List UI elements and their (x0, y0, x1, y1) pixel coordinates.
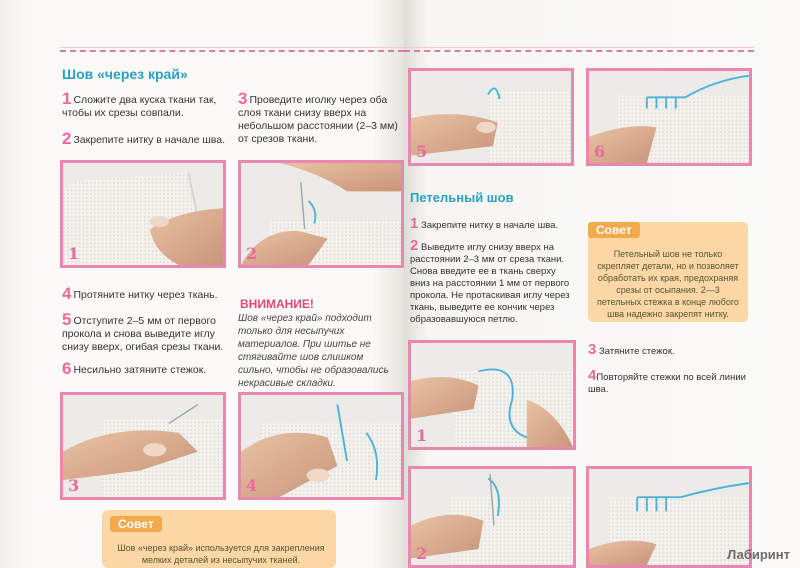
tip-label: Совет (110, 516, 162, 532)
photo-step-6 (586, 68, 752, 166)
step-text: Повторяйте стежки по всей линии шва. (588, 372, 746, 395)
step-text: Затяните стежок. (598, 346, 675, 357)
right-page (404, 0, 800, 568)
step-1 (62, 89, 230, 120)
pink-dashed-rule (60, 50, 404, 52)
photo-step-3 (60, 392, 226, 500)
step-number: 4 (588, 367, 597, 384)
step-4 (62, 284, 232, 303)
step-3 (238, 89, 400, 146)
step-5 (62, 310, 232, 354)
step-6 (62, 359, 232, 378)
photo-number: 2 (416, 544, 428, 563)
step-number: 4 (62, 284, 72, 303)
photo-number: 1 (68, 244, 80, 263)
photo-number: 4 (246, 476, 258, 495)
step-text: Несильно затяните стежок. (73, 364, 207, 376)
step-text: Сложите два куска ткани так, чтобы их срезы совпали. (62, 94, 217, 119)
step-text: Закрепите нитку в начале шва. (73, 134, 226, 146)
step-r4 (588, 367, 748, 396)
step-r1 (410, 215, 578, 232)
tip-text: Шов «через край» используется для закрепления мелких деталей из несыпучих тканей. (117, 543, 325, 565)
photo-number: 1 (416, 426, 428, 445)
labirint-logo (727, 547, 790, 562)
tip-label: Совет (588, 222, 640, 238)
step-text: Отступите 2–5 мм от первого прокола и снова выведите иглу снизу вверх, огибая срезы ткани. (62, 315, 224, 353)
step-number: 5 (62, 310, 72, 329)
step-text: Протяните нитку через ткань. (73, 289, 218, 301)
step-r2 (410, 237, 578, 326)
tip-box-right (588, 222, 748, 322)
photo-step-5 (408, 68, 574, 166)
warning-text: Шов «через край» подходит только для несыпучих материалов. При шитье не стягивайте шов слишком сильно, чтобы не образовались некрасивые складки. (238, 313, 389, 389)
step-text: Проведите иголку через оба слоя ткани снизу вверх на небольшом расстоянии (2–3 мм) от срезов ткани. (238, 94, 398, 145)
step-number: 1 (410, 215, 419, 232)
photo-number: 6 (594, 142, 606, 161)
tip-box-left (102, 510, 336, 568)
section-heading-buttonhole: Петельный шов (410, 190, 514, 205)
photo-number: 2 (246, 244, 258, 263)
step-number: 3 (588, 341, 597, 358)
step-2 (62, 129, 230, 148)
step-number: 1 (62, 89, 72, 108)
step-number: 2 (62, 129, 72, 148)
photo-number: 3 (68, 476, 80, 495)
photo-buttonhole-step-1 (408, 340, 576, 450)
step-text: Закрепите нитку в начале шва. (420, 220, 559, 231)
tip-text: Петельный шов не только скрепляет детали, но и позволяет обработать их края, предохраняя срезы от осыпания. 2—3 петельных стежка в конце любого шва надежно закрепят нитку. (597, 249, 739, 319)
section-heading-overcast: Шов «через край» (62, 66, 188, 82)
photo-buttonhole-step-2 (408, 466, 576, 568)
photo-step-2 (238, 160, 404, 268)
photo-step-4 (238, 392, 404, 500)
step-number: 6 (62, 359, 72, 378)
step-text: Выведите иглу снизу вверх на расстоянии 2–3 мм от среза ткани. Снова введите ее в ткань сверху вниз на расстоянии 1 мм от первого прокола. Не протаскивая иглу через ткань, выведите ее кончик через образовавшуюся петлю. (410, 242, 570, 325)
photo-number: 5 (416, 142, 428, 161)
warning-title: ВНИМАНИЕ! (240, 297, 314, 311)
photo-step-1 (60, 160, 226, 268)
step-number: 2 (410, 237, 419, 254)
step-number: 3 (238, 89, 248, 108)
step-r3 (588, 343, 748, 358)
logo-text: Лабиринт (727, 547, 790, 562)
pink-dashed-rule (404, 50, 754, 52)
